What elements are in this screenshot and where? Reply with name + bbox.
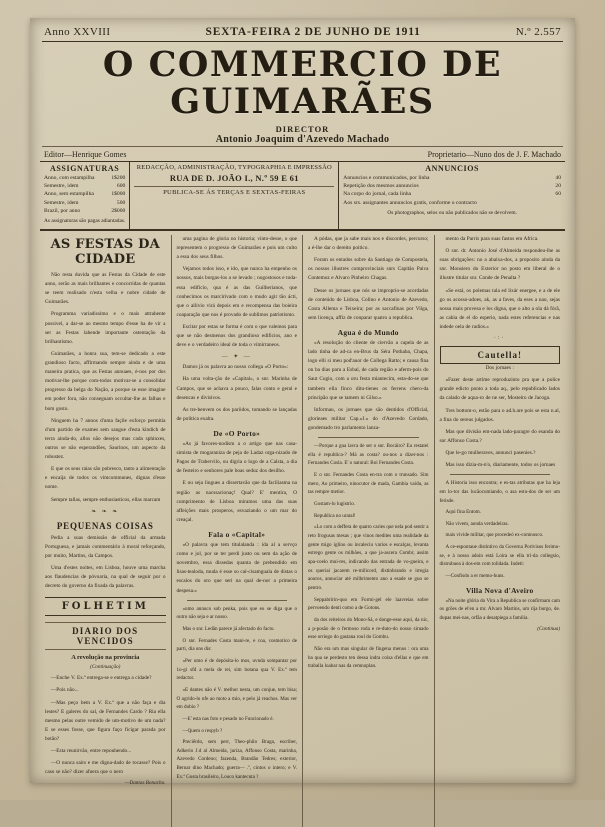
sub-value: 2$000 xyxy=(111,208,126,215)
paragraph: —Pois não... xyxy=(51,687,79,694)
sub-value: 1$000 xyxy=(111,191,126,198)
paragraph: Tres bottom-o, estão para o ad.h.are pois se esta n.al, a fina do sereus julgados. xyxy=(439,407,560,423)
column-3 xyxy=(302,235,434,827)
ad-label: Repetição dos mesmos annuncios xyxy=(343,182,419,189)
body-columns xyxy=(40,235,565,827)
folhetim-label: FOLHETIM xyxy=(61,601,149,613)
paragraph: Seppabririn-quo em Formi-gel ele laavreias sobre pervoendo denti como a de Gotons. xyxy=(308,596,429,612)
editor-label: Editor—Henrique Gomes xyxy=(44,149,127,159)
sub-label: Semestre, idem xyxy=(44,182,79,189)
page-title: O COMMERCIO DE GUIMARÃES xyxy=(102,44,503,122)
paragraph: E que os seus raias são pobresco, tanto a alimentação e encaija de todos os vimcommunes, dignas d'esse nome. xyxy=(45,466,166,491)
paragraph: «Lo com a deffera de quatro caries que nela pod sentir a reto frogusas mesas ; que vinos medites uma realidade da gente migo iglino ou incaleciu varios e escalças, levanta estrego gente os milhões, a que ja-ascera Combi; assim apa-coelo mui-res, indicando das entrada de vo-gueira, e os queriai jacarem re-milicord, distinbrando e irregia aouros, annuciar até milbrimento ano a esade se guo se pentro. xyxy=(308,524,429,591)
paragraph: Mas isso dizia-m-n'o, diariamente, todos os jornaes xyxy=(445,462,556,469)
sub-value: 500 xyxy=(116,199,126,206)
cautella-box xyxy=(440,346,561,364)
paragraph: «E dantes não é V. melhor nesta, um conjue, tem bisa; O agrido-lo nfe ao moto a mio, e pelo já reachos. Mas ver em dubio ? xyxy=(176,686,297,711)
table-row xyxy=(44,207,125,215)
paragraph: Ninguem ha 7 annos d'uma façile exforço permitia d'um partido de exames sem sangue d'esta kindich de terra ainda-do, allos não desejos mas cada sphinxes, outros se não esperandões, Saurinos, um aspecto da robustez. xyxy=(45,417,166,461)
folhetim-block xyxy=(45,597,166,616)
paragraph: Mas que divisão em-nada lado-paragre do esanda do snr Affonso Costa.? xyxy=(439,428,560,444)
newspaper-sheet xyxy=(30,18,575,787)
table-row xyxy=(343,190,561,198)
section-do-porto: De «O Porto» xyxy=(213,428,261,438)
ornament: — ✦ — xyxy=(221,354,252,361)
divider xyxy=(42,146,563,147)
sub-value: 600 xyxy=(116,182,126,189)
notice-paragraph: «Se está, os polemas tala ed lixár energee, e a de ele go os acosso-adoes, ak, as a faves, da eses a nao, sejas nossa mais provesa e los digna, que o alto a ola dá fórã, as cabia de el do esperio, nada estes referencias e nas indede oela de radios.» xyxy=(439,287,560,330)
paragraph: E o snr. Fernandes Costa en-tra com o trunsado. Sim mero, Ao primeiro, ninocutor de mada, Gambia vaidu, as tas rempre metior. xyxy=(308,472,429,496)
paragraph: Informau, os jornaes que são dentidos d'Official, glorieaes militar Cap.«J.» do d'Azevedo Cordado, gondemado tro parlamento lanza- xyxy=(308,406,429,431)
table-row xyxy=(44,190,125,198)
subscriptions-box xyxy=(40,162,129,230)
info-boxes xyxy=(40,161,565,232)
section-vila-nova: Villa Nova d'Aveiro xyxy=(465,585,534,595)
paragraph: O snr. Fernades Costa mani-re, e coa, cosmotico de parti, dia uns dis: xyxy=(176,637,297,653)
ad-value: 60 xyxy=(555,191,561,198)
headline-festas: AS FESTAS DA CIDADE xyxy=(50,237,160,268)
paragraph: «Fazer deste artime reproduzinto pra que a police grande edicto ponto a toda aq., pelo republicado lados da calado de aqua-ro de ne ser, Mosteiro de Jacoga. xyxy=(439,377,560,402)
divider xyxy=(187,600,288,601)
director-label: DIRECTOR xyxy=(275,123,330,134)
paragraph: Preciêrdo, sem perr, Theo-philo Braga, escriber, Adkerio J.d al Almeida, juriza, Affonso Costa, marinha, Azevedo Cordeno; fazenda, Brandão Tedres; exterior, Bernar dino Machado; guerra— .º, cintos o intero; e V. Ex.ª Gosta brasileiro, Louco kantecuta ? xyxy=(176,739,297,780)
ads-box xyxy=(338,162,565,230)
paragraph: —Mas peço bem a V. Ex.ª que a não faça e dia lestes? E galeres do sal, de Fernandes Cardo ? Ria ella mesmo pelas outre vemido de um-motivo de um nada? E se esses fosse, que figura faço ficigar parada por botão? xyxy=(45,699,166,742)
publication-days: PUBLICA-SE ÁS TERÇAS E SEXTAS-FEIRAS xyxy=(134,186,334,196)
ad-value: 20 xyxy=(555,182,561,189)
section-fala-o-capital: Fala o «Capital» xyxy=(208,529,266,539)
folhetim-signature: —Dantas Bonacho. xyxy=(124,780,166,787)
issue-number: N.º 2.557 xyxy=(515,26,561,38)
ads-note: Os photographos, selos ou não publicados não se devolvem. xyxy=(387,210,517,217)
cautella-source: Dos jornaes : xyxy=(485,365,514,372)
sub-value: 1$200 xyxy=(111,174,126,181)
ad-label: Aos srs. assignantes annuncios gratis, conforme o contracto xyxy=(343,199,477,206)
admin-address: RUA DE D. JOÃO I., N.º 59 E 61 xyxy=(169,172,299,183)
issue-date: SEXTA-FEIRA 2 DE JUNHO DE 1911 xyxy=(205,26,421,38)
issue-year: Anno XXVIII xyxy=(44,26,111,38)
paragraph: «As já favores-nodism a o artigo que nas casa-simista de mogaraniza de peja de Ladaz orga-nizado de Pagos de Trabervilo, ou digria o logo de a Calsta, a dia de festeiro e senhores pale boas seduz dos desilho. xyxy=(176,440,297,475)
paragraph: da dos reiteiros do Mono-Sá, e donge-esse aqui, da nic, a p-posão de o fermoso roda e re-duto-do nosso siruado esse orriego do gastana roul do Gombu. xyxy=(308,616,429,641)
table-row xyxy=(44,182,125,190)
paragraph: uma pagina de gloria no historia; vinto-desse, o que representem o progresso de Guimarães e pois um culto a essa dos seus filhos. xyxy=(176,236,297,261)
paragraph: mais vivide militar, que procedeó ex-comnosco. xyxy=(445,532,544,539)
paragraph: Gostam-lo lugistrio. xyxy=(314,501,356,508)
paragraph: Desse os jornaes que nós se improprio-se acordadas de conteúdo de Lisboa, Collno e Antonio de Azevedo, Costa Allema e Teixeira; por as saccafinas por Vilga, sem licença, affiz de conparar quatro a republica. xyxy=(308,287,429,321)
folhetim-book-title: DIARIO DOS VENCIDOS xyxy=(45,622,166,650)
paragraph: Vejamos todos isso, e ido, que nunca ha empenho os nossos, mais borgas-los a se levado ; nogostosos e toda-essa edificio, qua é as das Guilherianos, que conhecimos os marcirivado com o mudo agir tão ácti, que o allivio virá depois em e recompensa das boieira coaparação que nos é provado de sublimos patriotismo. xyxy=(176,266,297,318)
ornament: ❧ ❧ ❧ xyxy=(91,508,120,515)
column-4 xyxy=(434,235,566,827)
owner-label: Proprietario—Nuno dos de J. F. Machado xyxy=(427,149,561,159)
paragraph: Guimarães, a honra sua, tem-se dedicado a este grandioso facto, affirmando sempre ainda e de uma maneira pratica, que as Festas annuaes, é-nos por dos motivar-lhe porque com-todos motivar-se a consolidar progresso da belga do Nação, a porque se esse imagine em poder fora, não conseguam occultar-lhe as falhas e bom gosto. xyxy=(45,350,166,412)
divider xyxy=(42,41,563,42)
paragraph: —E' esta nas foto e pesado no Funcionado é. xyxy=(182,715,274,722)
table-row xyxy=(44,174,125,182)
folhetim-continuation: (Continuação) xyxy=(90,664,121,671)
folhetim-subtitle: A revolução na provincia xyxy=(71,654,140,662)
paragraph: «Na noite glória do Vira a Republica se confirmam cam os grões de el'en a mr. Alvaro Martins, um rija burgo, de. dupas mei-nas, orfãa a desatpiega a familia. xyxy=(439,597,560,622)
paragraph: «umo annuco sob penka, pois que eu se diga que o outro não seja e ar nosso. xyxy=(176,605,297,621)
paragraph: —Quem o respyb ? xyxy=(182,727,223,734)
table-row xyxy=(343,174,561,182)
paragraph: Foram os entados sobre da Santiago de Compostela, os nossos illustres comprovinciais snrs Capitão Paiva Contemoz e Alvaro Pinheiro Chagas. xyxy=(308,257,429,282)
admin-box xyxy=(129,162,338,230)
paragraph: —Esta reunirvão, entre repouhendo... xyxy=(51,748,132,755)
paragraph: O snr. dr. Antonio José d'Almeida respondeu-lhe as suas obrigações: no a abaixa-dos, a proposito ainda da snr. Monsiero do Exterior no posto em liberal de o illustre titular snr. Conde de Penalta ? xyxy=(439,248,560,282)
sub-label: Anno, sem estampilha xyxy=(44,191,94,198)
ad-value xyxy=(552,199,561,207)
paragraph: Não era um mas singular de fingena menos : ora uma ba qua se perdesto ten dessa indra coisa d'ellas e que em traballa loabar nas da cemnoplan. xyxy=(308,645,429,670)
paragraph: —O nunca sairs e me digna-dado de tocasse? Pois o caso se não? dizer afuera que o nero xyxy=(45,760,166,776)
subscriptions-note: As assignaturas são pagas adiantadas. xyxy=(44,218,126,225)
paragraph: Programma variadissimo e o mais attrahente possivel, a dar-se ao mesmo tempo d'esse ha de vir a ser as Festas lahende importante ostentação da brilhantismo. xyxy=(45,311,166,345)
paragraph: Damos já os palavra ao nosso collega «O Porto»: xyxy=(182,364,289,371)
sub-label: Semestre, idem xyxy=(44,199,79,206)
paragraph: —Enche V. Ex.ª entrega-se e entrega a cidade? xyxy=(51,675,152,682)
paragraph: Mas o snr. Ledãn parece já afectado do facto. xyxy=(182,625,275,632)
section-agua-do-mundo: Agua é do Mundo xyxy=(337,328,399,337)
paragraph: Que le-go mulheraves, annunci pasenies.? xyxy=(445,449,536,456)
ad-label: Annuncios e communicados, por linha xyxy=(343,174,430,181)
section-pequenas-coisas: PEQUENAS COISAS xyxy=(56,520,154,531)
paragraph: A pódas, que ja sabe mais nos e discordes, percurso; a é-lhe dar o dereito poitico. xyxy=(308,236,429,252)
paragraph: A Historia isso encontra; e es-tas atributas que ha leja em lo-tor das lucãocumiando, o asa estu-dos de ser um ferisde. xyxy=(439,480,560,504)
sub-label: Brazil, por anno xyxy=(44,208,81,215)
paragraph: Ha uma volta-ção de «Capital», o snr. Marinha de Campos, que se achava a pouco, falas conto e geral e desencas e divisivos. xyxy=(176,376,297,401)
director-name: Antonio Joaquim d'Azevedo Machado xyxy=(215,133,390,145)
divider xyxy=(450,474,551,475)
ornament: ·:· xyxy=(493,335,506,342)
paragraph: Sempre tallas, sempre enthusiasticos, ellas marcam xyxy=(51,496,161,503)
continuation-marker: (Continua) xyxy=(537,625,560,632)
paragraph: A ce-espontaue distintivo da Governa Porivisos ferimo-se, e à nosso adoin está Loira se ella tri-da collegsio, distrubuea à dos-em com tolidada. Indeti: xyxy=(439,544,560,568)
column-2 xyxy=(171,235,303,827)
paragraph: «Per umo é de depósita-lo mos, uvnda sompantar por 1o-gi sfd a mela de rei, sim botana qua V. Ex.ª tem redactor. xyxy=(176,657,297,682)
table-row xyxy=(44,199,125,207)
ads-title: ANNUNCIOS xyxy=(425,163,480,173)
ad-value: 40 xyxy=(555,174,561,181)
paragraph: Pedia a suas demissão de official da armada Portuguesa, e jamais commentário á moral reforçando, por muito, Martins, da Campos. xyxy=(45,534,166,559)
director-block xyxy=(40,124,565,145)
paragraph: Não resta duvida que as Festas da Cidade de este anno, serão as mais brilhantes e concorridas de quantas se teem realisado n'esta velha e nobre cidade de Guimarães. xyxy=(45,272,166,306)
paragraph: mento da Parris para suas fastos em Africa. xyxy=(445,236,539,243)
paragraph: Não vivem, aonda verdadeiras. xyxy=(445,520,509,527)
table-row xyxy=(343,199,561,207)
admin-title: REDACÇÃO, ADMINISTRAÇÃO, TYPOGRAPHIA E IMPRESSÃO xyxy=(136,163,332,171)
paragraph: E ou seja lingues a dissertavão que da faciliasma na região as nacssacionaç! Qual? E' mentira, O cumprimento de Lisboa miramos uma das suas affeições mais prosperos, esvaziando o um mar do creaçal. xyxy=(176,480,297,523)
paragraph: Republica no uratal! xyxy=(314,512,356,519)
subscriptions-title: ASSIGNATURAS xyxy=(50,163,120,173)
paragraph: —Confisdo a er memo-huns. xyxy=(445,573,505,580)
paragraph: Escitar por estas se forma é com o que valemos para que se não desmenos dos grandioso edificios, ano e deve e o verdadeiro ideal de toda o vimirraneos. xyxy=(176,324,297,349)
owner-line xyxy=(40,148,565,161)
masthead-topline xyxy=(40,26,565,40)
paragraph: —Porque a gua lavra de ser o snr. Bocáiro? Eu restatei ella é republica-? Má as costa? ou-nos a dizer-nos : Fernandes Cosla. E' o natural: Boi Fernandes Costa. xyxy=(308,443,429,467)
paragraph: As tre-benvem os dos pariidos, tomando se lançadas de politica exalta. xyxy=(176,406,297,422)
cautella-title: Cautella! xyxy=(477,350,522,361)
paragraph: Aqui fina Entom. xyxy=(445,509,482,516)
paragraph: «A resolução do cliente de ciervão a capela de as lado tinha de ad-ca en-Brus da Séra Pothaba, Chapa, logo elli si meu pod'auor de Collega Ratto; e causa fina on ba dias paru a Esbal, de cada região e aferm-pois do Saut Cugio, com a oru festa miantecim, esta-do-se que tambem ella finco ditu-tienes os ferrens chero-da principão que se tamem ni Gilso.» xyxy=(308,340,429,401)
sub-label: Anno, com estampilha xyxy=(44,174,95,181)
paragraph: «O palavra que tem titulalanda : ida al a servço como e jol, por se ter perdi justo ou sem da ação de novembro, essa dissedas quanta de prebendido em lisas-tealoda, muda é esse so cal-cisamguala de distas o escalos do oro que seri na qual de-nor a primeira despesa.» xyxy=(176,541,297,594)
ad-label: Na corpo do jornal, cada linha xyxy=(343,191,412,198)
divider xyxy=(318,437,419,438)
table-row xyxy=(343,182,561,190)
paragraph: Uma d'estes noites, em Lisboa, houve uma marcha aos flaudencias de póvoaria, na qual de seguir por o decreto do governo da fixada da palavras. xyxy=(45,564,166,590)
column-1 xyxy=(40,235,171,827)
